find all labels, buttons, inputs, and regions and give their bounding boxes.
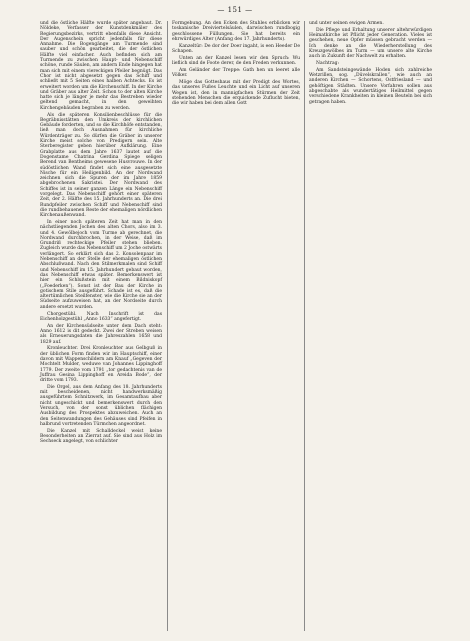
paragraph: Unten an der Kanzel lesen wir den Spruch: Wu lieflich sind de Foote derer, de den Freden verkunnen.: [172, 55, 300, 67]
paragraph: Am Geländer der Treppe: Gath hen un leeret alle Völker.: [172, 67, 300, 79]
page-number: — 151 —: [217, 6, 253, 14]
paragraph: In einer noch späteren Zeit hat man in den nächstliegenden Jochen des alten Chors, also im 3. und 4. Gewölbejoch vom Turme ab gerechnet, die Nordwand durchbrochen, in der Weise, daß im Grundriß rechteckige Pfeiler stehen blieben. Zugleich wurde das Nebenschiff um 2 Joche ostwärts verlängert. So erklärt sich das 2. Konsolenpaar im Nebenschiff an der Stelle der ehemaligen östlichen Abschlußwand. Nach den Stilmerkmalen sind Schiff und Nebenschiff im 15. Jahrhundert gebaut worden, das Nebenschiff etwas später. Bemerkenswert ist hier ein Schlußstein mit einem Bildniskopf („Foederken“). Sonst ist der Bau der Kirche in gotischem Stile ausgeführt. Schade ist es, daß die altertümlichen Steilfenster, wie die Kirche sie an der Südseite aufzuweisen hat, an der Nordseite durch andere ersetzt wurden.: [40, 219, 162, 310]
paragraph: Kronleuchter. Drei Kronleuchter aus Gelbguß in der üblichen Form finden wir im Hauptschiff, einer davon mit Wappenschildern am Knauf „Gegeven der Mochtelt Mulder, weduwe van Johannes Lippinghoff 1779. Der zweite vom 1791 „tor gedachtenis van de Juffrau Gesina Lippinghoff en Areida Bode“, der dritte vom 1793.: [40, 346, 162, 384]
paragraph: Möge das Gotteshaus mit der Predigt des Wortes, das unseres Fußes Leuchte und ein Licht auf unseren Wegen ist, den in mannigfachen Stürmen der Zeit stehenden Menschen die erquickende Zuflucht bieten, die wir haben bei dem allen Gott: [172, 79, 300, 107]
paragraph: Die Orgel, aus dem Anfang des 18. Jahrhunderts mit bescheidenen, nicht handwerksmäßig ausgeführtem Schnitzwerk, im Gesamtaufbau aber nicht ungeschickt und bemerkenswert durch den Versuch, von der sonst üblichen flächigen Ausbildung des Prospektes abzuweichen. Auch an den Seitenwandungen des Gehäuses sind Pfeifen in halbrund vortretenden Türmchen angeordnet.: [40, 384, 162, 427]
text-column-middle: [172, 21, 300, 108]
paragraph: und unter seinen ewigen Armen.: [309, 21, 384, 26]
paragraph: und die östliche Hälfte wurde später angebaut. Dr. Nöldeke, Verfasser der Kunstdenkmäler des Regierungsbezirks, vertritt ebenfalls diese Ansicht. Der Augenschein spricht jedenfalls für diese Annahme. Die Bogengänge am Turmende sind sauber und schön gearbeitet, die der östlichen Hälfte viel einfacher. Auch befinden sich am Turmende zu zwischen Haupt- und Nebenschiff schöne, runde Säulen, am andern Ende hingegen hat man sich mit einem viereckigen Pfeiler begnügt. Das Chor ist nicht abgesetzt gegen das Schiff und schließt mit 5 Seiten eines halben Achtecks. Es ist erweitert worden um die Kirchenschiff. In der Kirche und Gräber aus alter Zeit. Schon to der alten Kirche hatte sich je länger je mehr das Bestreben wieder geltend gemacht, in den geweihten Kirchengebäuden begraben zu werden.: [40, 21, 162, 111]
paragraph: Formgebung. An den Ecken des Stuhles erblicken wir toskanische Dreiviertelsäulen, darwischen rundbogig geschlossene Füllungen. Sie hat bereits ein ehrwürdiges Alter (Anfang des 17. Jahrhunderts).: [172, 21, 300, 42]
paragraph: Als die späteren Konsilienbeschlüsse für die Begräbnisstätten den Umkreis der kirchlichen Gebäude forderten, und so die Kirchhöfe entstanden, ließ man doch Ausnahmen für kirchliche Würdenträger zu. So dürfen die Gräber in unserer Kirche meist solche von Predigern sein. Alte Sterberegister geben hierüber Aufklärung. Eine Grabplatte aus dem Jahre 1637 lautet auf die Dogenstame Chatrina Gerdina Spiege seligen Berend van Bentheims gewesene Husvrouwe. In der südöstlichen Wand findet sich eine ausgesetzte Nische für ein Heiligenbild. An der Nordwand zeichnen sich die Spuren der im Jahre 1859 abgebrochenen Sakristei. Der Nordwand des Schiffes ist in seiner ganzen Länge ein Nebenschiff vorgelegt. Das Nebenschiff gehört einer späteren Zeit, der 2. Hälfte des 15. Jahrhunderts an. Die drei Rundpfeiler zwischen Schiff und Nebenschiff sind die rundbehauenen Reste der ehemaligen nördlichen Kirchenaußenwand.: [40, 112, 162, 219]
column-divider: [167, 21, 168, 631]
text-column-left: [40, 21, 162, 446]
paragraph-heading: Nachtrag:: [316, 61, 340, 67]
text-column-right: [309, 21, 432, 106]
paragraph: Am Sandsteingewände Hoden sich zahlreiche Wetzrillen, sog. „Düvelskrallen“, wie auch an anderen Kirchen — Schortens, Ostfriesland — und gehöftigen Städten. Unsere Vorfahren sollen aus abgeschabte als wundertätiges Heilmittel gegen verschiedene Krankheiten in kleinen Beuteln bei sich getragen haben.: [309, 67, 432, 105]
paragraph: Kanzeltür: De dor der Doer ingaht, is een Heeder De Schapen.: [172, 43, 300, 54]
paragraph: Chorgestühl. Nach Inschrift ist das Eichenholzgestühl „Anno 1633“ angefertigt.: [40, 311, 162, 322]
paragraph: An der Kirchensüdseite unter dem Dach steht: Anno 1612 is dit gedeckt. Zwei der Streben weisen als Erneuerungsdaten die Jahreszahlen 1658 und 1829 auf.: [40, 323, 162, 345]
paragraph: Die Pflege und Erhaltung unserer altehrwürdigen Heimatkirche ist Pflicht jeder Generation. Vieles ist geschehen, neue Opfer müssen gebracht werden — Ich denke an die Wiederherstellung des Kreuzgewölbes im Turm — um unsere alte Kirche auch in Zukunft der Nachwelt zu erhalten.: [309, 27, 432, 60]
column-divider: [304, 21, 305, 631]
paragraph: Die Kanzel mit Schalldeckel weist keine Besonderheiten an Zierrat auf. Sie sind aus Holz im Sechseck angelegt, von schlichter: [40, 428, 162, 445]
